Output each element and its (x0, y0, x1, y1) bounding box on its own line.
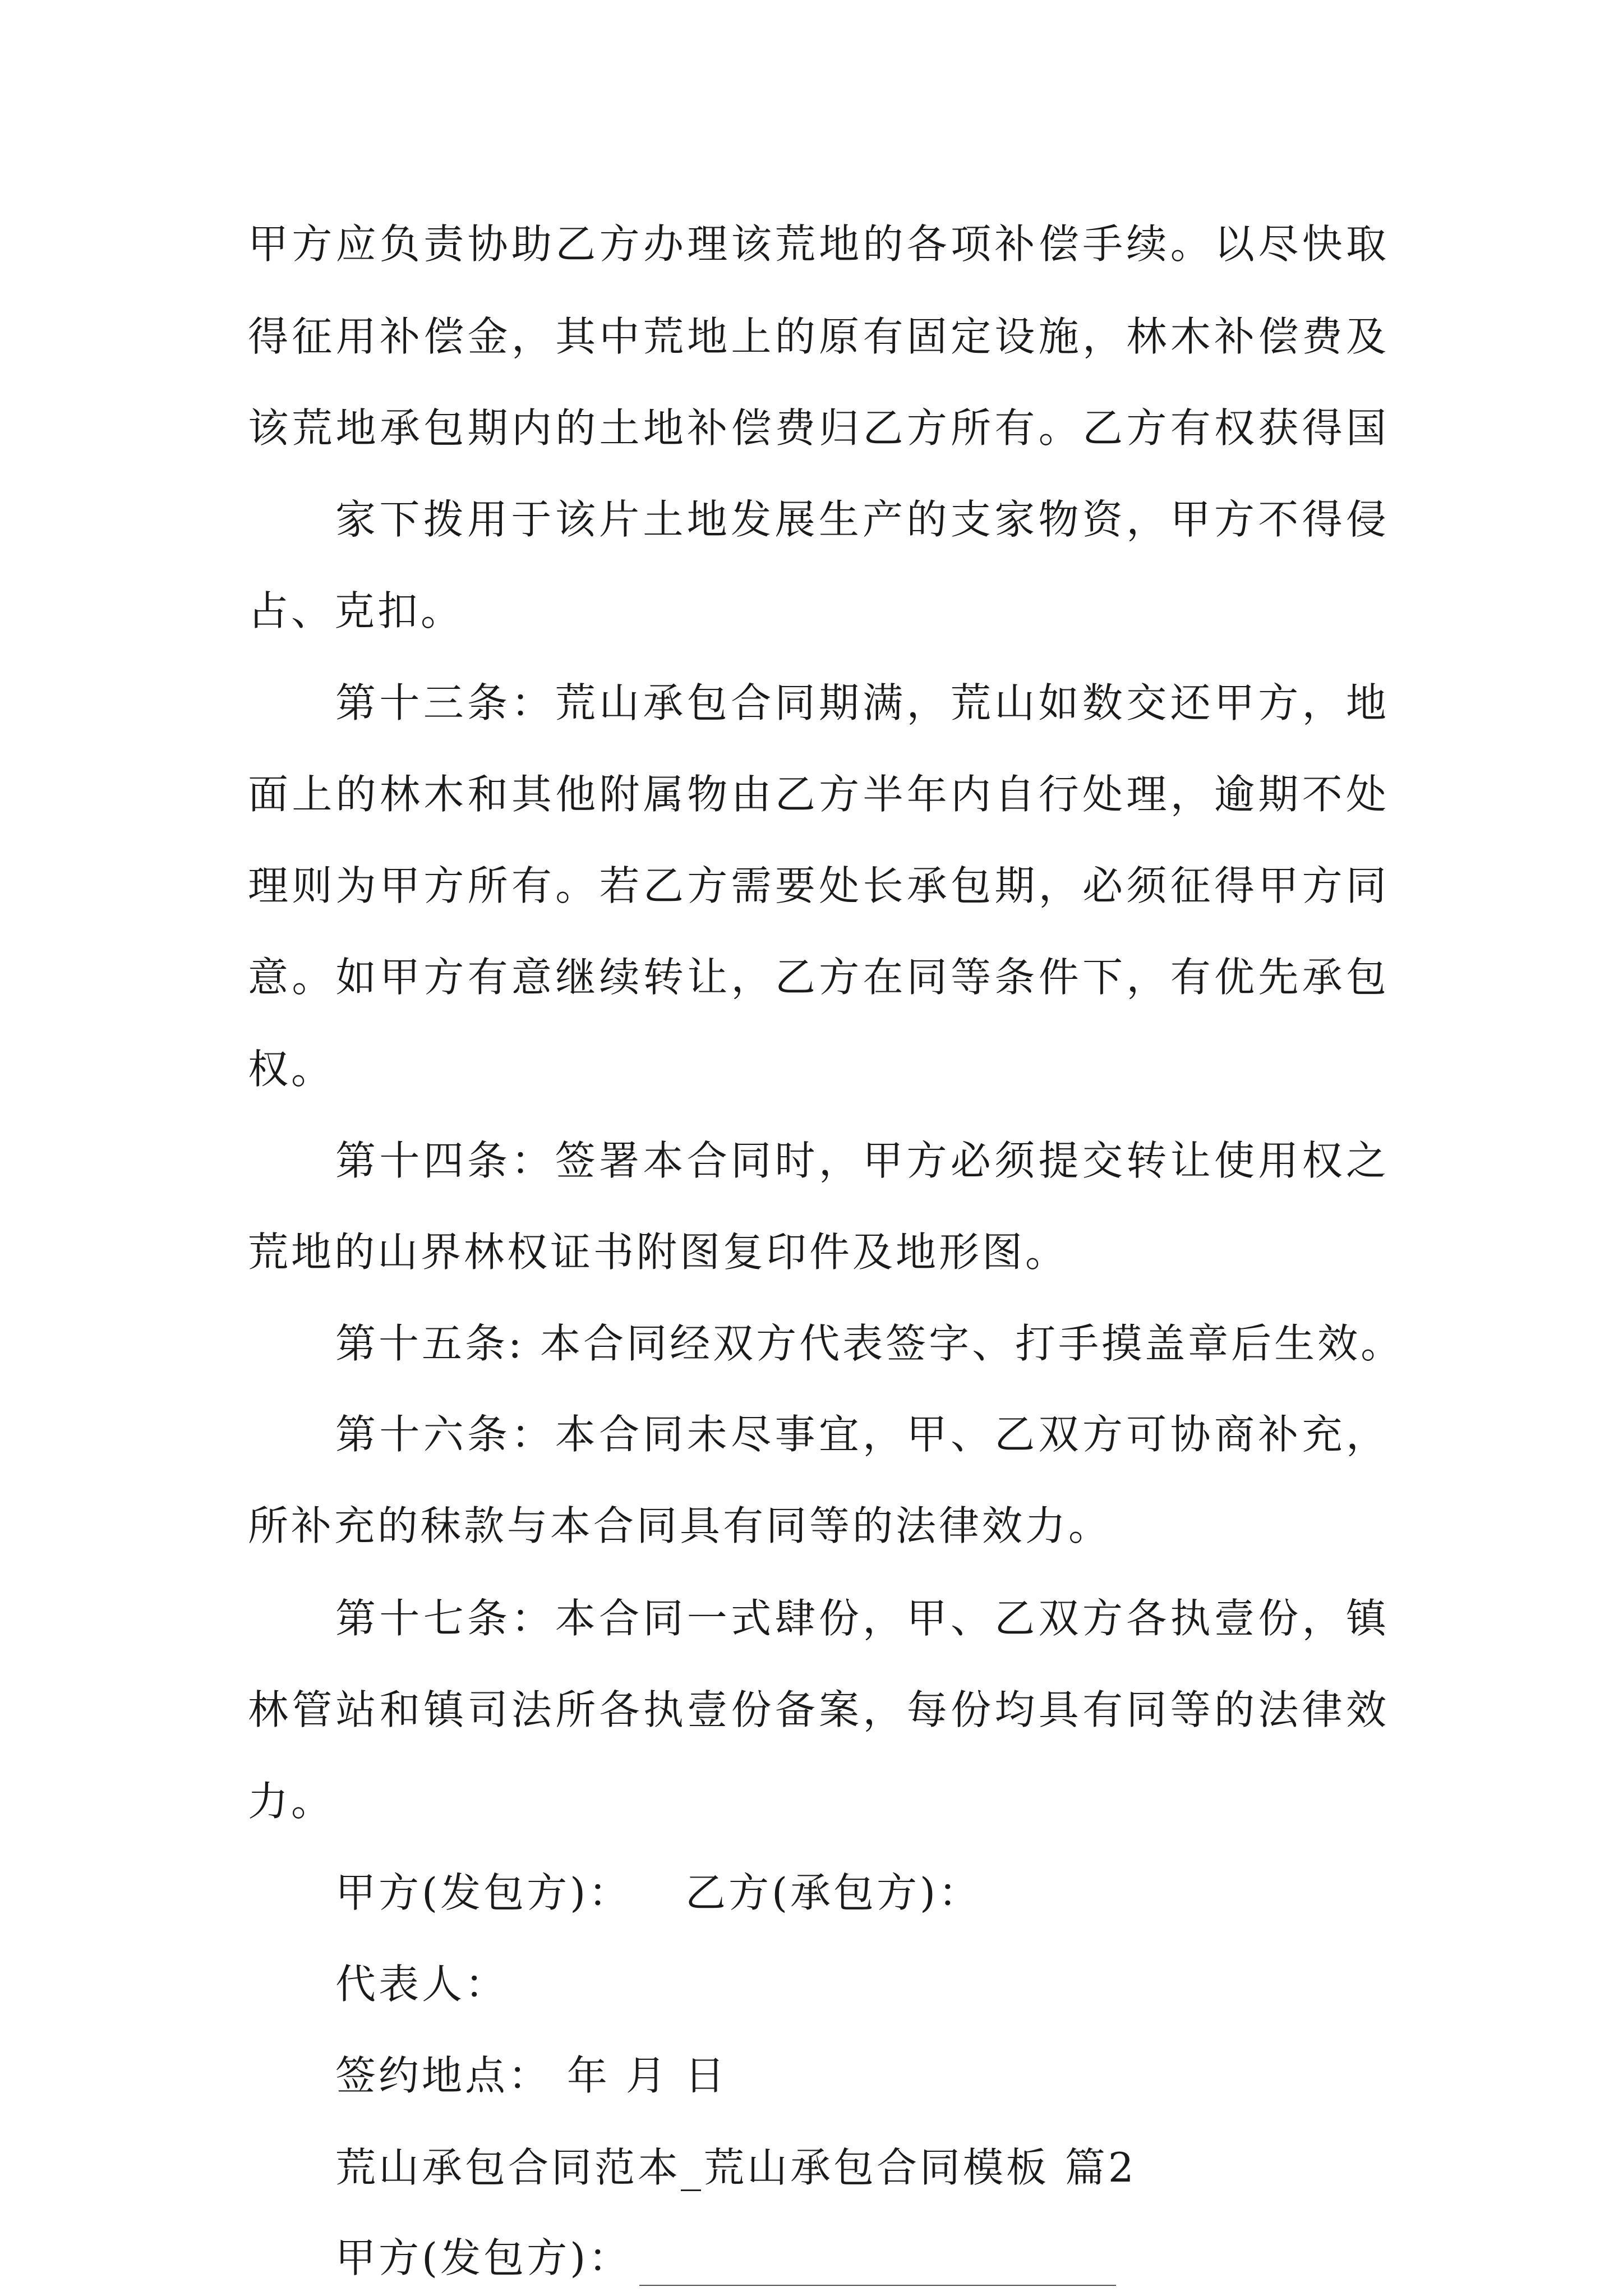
section-title: 荒山承包合同范本_荒山承包合同模板 篇2 (335, 2144, 1137, 2191)
paragraph-line: 权。 (248, 1046, 335, 1093)
paragraph-line: 面上的林木和其他附属物由乙方半年内自行处理，逾期不处 (248, 771, 1386, 818)
paragraph-line: 甲方应负责协助乙方办理该荒地的各项补偿手续。以尽快取 (248, 220, 1386, 268)
party-a-blank-line (639, 2246, 1116, 2286)
article-17-line: 第十七条：本合同一式肆份，甲、乙双方各执壹份，镇 (335, 1595, 1386, 1642)
paragraph-line: 意。如甲方有意继续转让，乙方在同等条件下，有优先承包 (248, 954, 1386, 1001)
article-16-line: 第十六条：本合同未尽事宜，甲、乙双方可协商补充， (335, 1411, 1386, 1458)
paragraph-line: 林管站和镇司法所各执壹份备案，每份均具有同等的法律效 (248, 1686, 1386, 1733)
signature-parties (335, 1865, 981, 1921)
party-a-label: 甲方(发包方)： (335, 1869, 632, 1916)
paragraph-line: 理则为甲方所有。若乙方需要处长承包期，必须征得甲方同 (248, 862, 1386, 909)
paragraph-line: 家下拨用于该片土地发展生产的支家物资，甲方不得侵 (335, 496, 1386, 543)
paragraph-line: 占、克扣。 (248, 587, 464, 634)
form-party-a-label: 甲方(发包方)： (335, 2234, 632, 2281)
place-date-label: 签约地点： 年 月 日 (335, 2052, 728, 2099)
form-party-a-row (335, 2230, 1116, 2286)
paragraph-line: 荒地的山界林权证书附图复印件及地形图。 (248, 1228, 1069, 1276)
article-15-line: 第十五条: 本合同经双方代表签字、打手摸盖章后生效。 (335, 1320, 1404, 1367)
paragraph-line: 力。 (248, 1778, 335, 1825)
representative-label: 代表人： (335, 1961, 509, 2008)
article-13-line: 第十三条：荒山承包合同期满，荒山如数交还甲方，地 (335, 679, 1386, 726)
article-14-line: 第十四条：签署本合同时，甲方必须提交转让使用权之 (335, 1137, 1386, 1184)
paragraph-line: 所补充的秣款与本合同具有同等的法律效力。 (248, 1502, 1112, 1549)
paragraph-line: 得征用补偿金，其中荒地上的原有固定设施，林木补偿费及 (248, 313, 1386, 360)
paragraph-line: 该荒地承包期内的土地补偿费归乙方所有。乙方有权获得国 (248, 404, 1386, 452)
party-b-label: 乙方(承包方)： (685, 1869, 982, 1916)
